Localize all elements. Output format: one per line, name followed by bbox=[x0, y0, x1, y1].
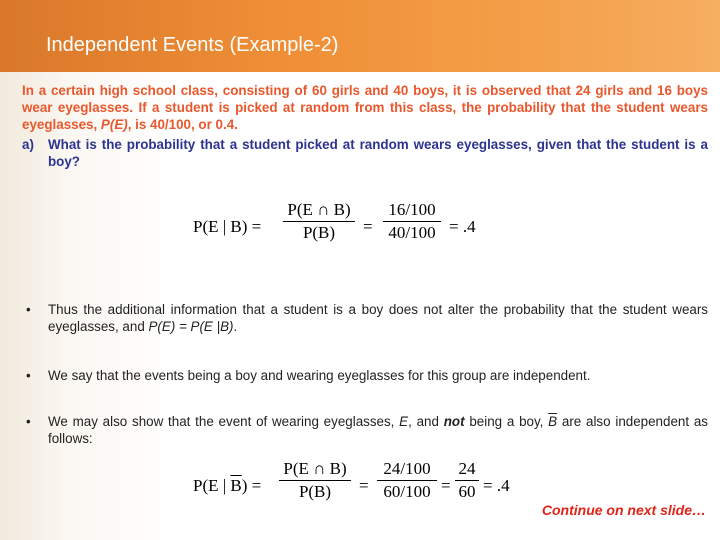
bullet-2 bbox=[22, 367, 708, 384]
bullet-3-text-d: are also independent as follows: bbox=[48, 414, 708, 446]
intro-paragraph bbox=[22, 82, 708, 133]
formula1-den1: P(B) bbox=[302, 223, 336, 242]
question-text: What is the probability that a student picked at random wears eyeglasses, given that the student is a boy? bbox=[48, 137, 708, 169]
formula2-eq1: = bbox=[359, 476, 369, 495]
formula2-num1: P(E ∩ B) bbox=[283, 459, 347, 478]
bullet-1-text-b: P(E) = P(E |B) bbox=[148, 319, 234, 334]
bullet-3-text-bbar: $\overline{B}$ bbox=[548, 414, 558, 429]
intro-text-1: In a certain high school class, consisting of 60 girls and 40 boys, it is observed that 24 girls and 16 boys wear eyeglasses. If a student is picked at random from this class, the probability that the student wears eyeglasses, bbox=[22, 83, 708, 132]
bullet-1 bbox=[22, 301, 708, 335]
bullet-marker: • bbox=[26, 302, 31, 317]
formula2-frac2 bbox=[377, 459, 437, 502]
bullet-marker: • bbox=[26, 368, 31, 383]
formula1-eq1: = bbox=[363, 217, 373, 236]
formula2-lhs-c: ) = bbox=[241, 476, 262, 495]
formula2-eq2: = bbox=[441, 476, 451, 495]
question-a bbox=[22, 136, 708, 170]
bullet-2-text: We say that the events being a boy and wearing eyeglasses for this group are independent. bbox=[48, 368, 591, 383]
formula-2 bbox=[193, 459, 533, 515]
formula2-den2: 60/100 bbox=[383, 482, 431, 501]
slide-title: Independent Events (Example-2) bbox=[46, 34, 339, 56]
formula-1 bbox=[193, 200, 493, 256]
bullet-3 bbox=[22, 413, 708, 447]
bullet-1-text-c: . bbox=[233, 319, 238, 334]
formula1-frac2 bbox=[383, 200, 441, 243]
formula1-num1: P(E ∩ B) bbox=[287, 200, 351, 219]
bullet-3-text-a: We may also show that the event of wearing eyeglasses, bbox=[48, 414, 400, 429]
bullet-3-text-c: being a boy, bbox=[464, 414, 549, 429]
formula1-frac1 bbox=[283, 200, 355, 243]
formula2-frac3 bbox=[455, 459, 479, 502]
formula1-lhs: P(E | B) = bbox=[193, 217, 262, 236]
bullet-3-text bbox=[48, 413, 708, 447]
bullet-1-text bbox=[48, 301, 708, 335]
formula2-den3: 60 bbox=[458, 482, 476, 501]
slide-content bbox=[22, 82, 708, 170]
formula2-num2: 24/100 bbox=[383, 459, 431, 478]
formula1-eq2: = .4 bbox=[449, 217, 476, 236]
formula2-den1: P(B) bbox=[298, 482, 332, 501]
formula1-num2: 16/100 bbox=[388, 200, 436, 219]
formula1-den2: 40/100 bbox=[388, 223, 436, 242]
formula2-lhs bbox=[193, 476, 261, 496]
bullet-marker: • bbox=[26, 414, 31, 429]
intro-pe: P(E) bbox=[100, 117, 128, 132]
intro-text-2: , is 40/100, or 0.4. bbox=[127, 117, 238, 132]
bullet-3-text-not: not bbox=[443, 414, 465, 429]
formula2-lhs-b: $\overline{B}$ bbox=[230, 476, 242, 495]
bullet-3-text-e: E bbox=[399, 414, 409, 429]
continue-note: Continue on next slide… bbox=[541, 502, 706, 518]
bullet-1-text-a: Thus the additional information that a student is a boy does not alter the probability that the student wears eyeglasses, and bbox=[48, 302, 708, 334]
formula2-frac1 bbox=[279, 459, 351, 502]
question-label: a) bbox=[22, 137, 34, 152]
formula2-lhs-a: P(E | bbox=[193, 476, 231, 495]
formula2-eq3: = .4 bbox=[483, 476, 510, 495]
formula2-num3: 24 bbox=[458, 459, 476, 478]
bullet-3-text-b: , and bbox=[408, 414, 444, 429]
